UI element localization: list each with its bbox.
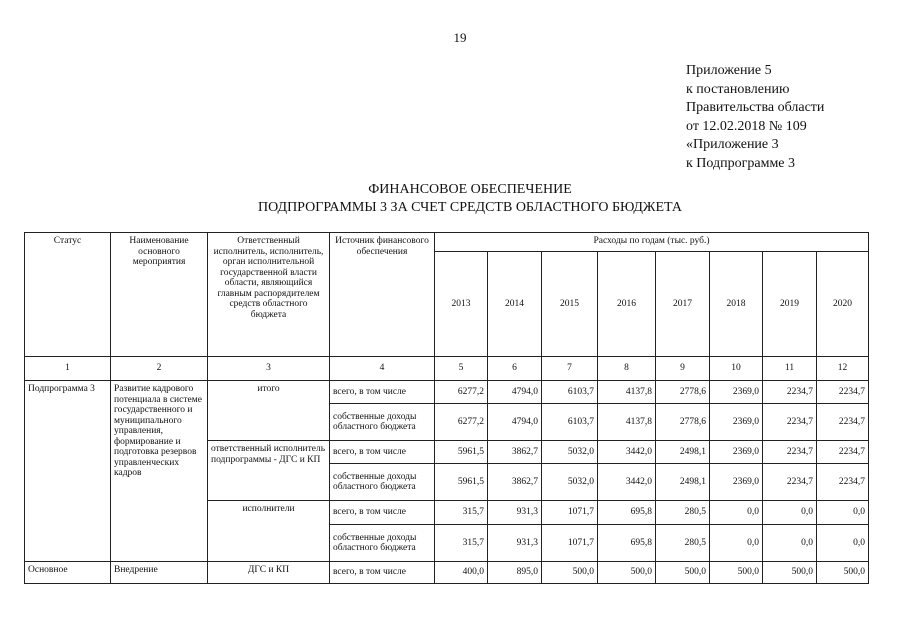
column-number-row [25, 357, 869, 381]
value-cell: 5961,5 [435, 464, 488, 501]
value-cell: 6103,7 [542, 381, 598, 404]
value-cell: 315,7 [435, 501, 488, 525]
status-cell: Основное [25, 562, 111, 584]
value-cell: 4137,8 [598, 381, 656, 404]
column-number: 8 [598, 357, 656, 381]
appendix-block [686, 62, 824, 173]
value-cell: 5032,0 [542, 441, 598, 464]
value-cell: 2778,6 [656, 381, 710, 404]
column-number: 10 [710, 357, 763, 381]
executor-cell: исполнители [208, 501, 330, 562]
appendix-line: к постановлению [686, 81, 790, 97]
column-number: 9 [656, 357, 710, 381]
executor-cell: ДГС и КП [208, 562, 330, 584]
value-cell: 2234,7 [763, 464, 817, 501]
value-cell: 2369,0 [710, 381, 763, 404]
value-cell: 2234,7 [817, 404, 869, 441]
value-cell: 6103,7 [542, 404, 598, 441]
value-cell: 0,0 [710, 525, 763, 562]
source-cell: собственные доходы областного бюджета [330, 525, 435, 562]
appendix-line: к Подпрограмме 3 [686, 155, 796, 171]
value-cell: 1071,7 [542, 501, 598, 525]
value-cell: 0,0 [817, 501, 869, 525]
value-cell: 2369,0 [710, 464, 763, 501]
value-cell: 4794,0 [488, 381, 542, 404]
value-cell: 4137,8 [598, 404, 656, 441]
value-cell: 695,8 [598, 525, 656, 562]
value-cell: 3442,0 [598, 464, 656, 501]
header-row [25, 233, 869, 252]
value-cell: 2234,7 [817, 381, 869, 404]
header-status: Статус [25, 233, 111, 357]
status-cell: Подпрограмма 3 [25, 381, 111, 562]
column-number: 6 [488, 357, 542, 381]
source-cell: собственные доходы областного бюджета [330, 464, 435, 501]
column-number: 12 [817, 357, 869, 381]
value-cell: 2234,7 [763, 441, 817, 464]
value-cell: 2369,0 [710, 441, 763, 464]
value-cell: 3862,7 [488, 464, 542, 501]
value-cell: 695,8 [598, 501, 656, 525]
source-cell: собственные доходы областного бюджета [330, 404, 435, 441]
column-number: 5 [435, 357, 488, 381]
source-cell: всего, в том числе [330, 501, 435, 525]
table-row [25, 381, 869, 404]
executor-cell: итого [208, 381, 330, 441]
appendix-line: Правительства области [686, 100, 825, 115]
value-cell: 2234,7 [817, 464, 869, 501]
value-cell: 6277,2 [435, 404, 488, 441]
value-cell: 3862,7 [488, 441, 542, 464]
table-row [25, 562, 869, 584]
value-cell: 0,0 [710, 501, 763, 525]
financing-table [24, 232, 869, 584]
value-cell: 0,0 [817, 525, 869, 562]
value-cell: 895,0 [488, 562, 542, 584]
value-cell: 2234,7 [763, 381, 817, 404]
year-header: 2015 [542, 252, 598, 357]
value-cell: 4794,0 [488, 404, 542, 441]
value-cell: 500,0 [598, 562, 656, 584]
value-cell: 6277,2 [435, 381, 488, 404]
year-header: 2017 [656, 252, 710, 357]
header-name: Наименование основного мероприятия [111, 233, 208, 357]
value-cell: 280,5 [656, 525, 710, 562]
header-source: Источник финансового обеспечения [330, 233, 435, 357]
value-cell: 1071,7 [542, 525, 598, 562]
value-cell: 2498,1 [656, 464, 710, 501]
value-cell: 500,0 [656, 562, 710, 584]
value-cell: 500,0 [817, 562, 869, 584]
year-header: 2020 [817, 252, 869, 357]
column-number: 4 [330, 357, 435, 381]
column-number: 3 [208, 357, 330, 381]
source-cell: всего, в том числе [330, 441, 435, 464]
value-cell: 3442,0 [598, 441, 656, 464]
source-cell: всего, в том числе [330, 381, 435, 404]
year-header: 2018 [710, 252, 763, 357]
appendix-line: Приложение 5 [686, 63, 772, 78]
year-header: 2013 [435, 252, 488, 357]
activity-name-cell: Развитие кадрового потенциала в системе государственного и муниципального управления, формирование и подготовка резервов управленческих кадров [111, 381, 208, 562]
value-cell: 0,0 [763, 525, 817, 562]
value-cell: 500,0 [542, 562, 598, 584]
title-line: ПОДПРОГРАММЫ 3 ЗА СЧЕТ СРЕДСТВ ОБЛАСТНОГО БЮДЖЕТА [258, 200, 682, 215]
value-cell: 931,3 [488, 501, 542, 525]
column-number: 11 [763, 357, 817, 381]
document-title [120, 181, 820, 217]
column-number: 2 [111, 357, 208, 381]
activity-name-cell: Внедрение [111, 562, 208, 584]
page-number: 19 [453, 30, 467, 45]
value-cell: 5961,5 [435, 441, 488, 464]
header-expenses: Расходы по годам (тыс. руб.) [435, 233, 869, 252]
column-number: 1 [25, 357, 111, 381]
title-line: ФИНАНСОВОЕ ОБЕСПЕЧЕНИЕ [368, 182, 572, 197]
value-cell: 0,0 [763, 501, 817, 525]
value-cell: 500,0 [763, 562, 817, 584]
value-cell: 5032,0 [542, 464, 598, 501]
value-cell: 400,0 [435, 562, 488, 584]
executor-cell: ответственный исполнитель подпрограммы - ДГС и КП [208, 441, 330, 501]
header-executor: Ответственный исполнитель, исполнитель, орган исполнительной государственной власти области, являющийся главным распорядителем средств областного бюджета [208, 233, 330, 357]
year-header: 2014 [488, 252, 542, 357]
value-cell: 2369,0 [710, 404, 763, 441]
value-cell: 2234,7 [817, 441, 869, 464]
appendix-line: «Приложение 3 [686, 137, 779, 152]
column-number: 7 [542, 357, 598, 381]
value-cell: 931,3 [488, 525, 542, 562]
value-cell: 2498,1 [656, 441, 710, 464]
value-cell: 500,0 [710, 562, 763, 584]
appendix-line: от 12.02.2018 № 109 [686, 118, 807, 134]
year-header: 2019 [763, 252, 817, 357]
value-cell: 2778,6 [656, 404, 710, 441]
value-cell: 315,7 [435, 525, 488, 562]
value-cell: 2234,7 [763, 404, 817, 441]
source-cell: всего, в том числе [330, 562, 435, 584]
year-header: 2016 [598, 252, 656, 357]
value-cell: 280,5 [656, 501, 710, 525]
